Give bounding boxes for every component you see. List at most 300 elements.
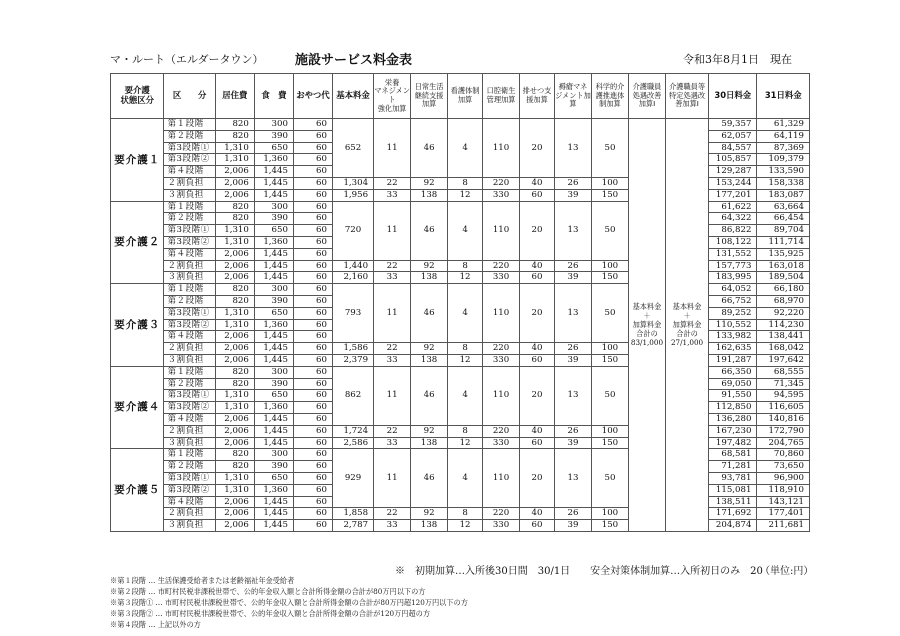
addon-science: 50 (591, 284, 628, 343)
fee-30-days: 131,552 (709, 248, 757, 260)
fee-30-days: 61,622 (709, 201, 757, 213)
fee-31-days: 143,121 (757, 496, 810, 508)
addon-pressure: 13 (554, 201, 591, 260)
unit-label: （単位:円） (760, 566, 814, 577)
addon-oral: 220 (483, 260, 520, 272)
facility-name: マ・ルート（エルダータウン） (110, 53, 264, 66)
fee-31-days: 87,369 (757, 142, 810, 154)
base-fee: 862 (332, 366, 373, 425)
addon-pressure: 39 (554, 437, 591, 449)
care-level: 要介護３ (111, 284, 164, 367)
residence-fee: 2,006 (215, 508, 254, 520)
residence-fee: 2,006 (215, 425, 254, 437)
residence-fee: 2,006 (215, 413, 254, 425)
addon-science: 100 (591, 343, 628, 355)
food-fee: 1,445 (254, 354, 293, 366)
segment-label: 第3段階② (164, 484, 215, 496)
segment-label: 第２段階 (164, 213, 215, 225)
fee-30-days: 162,635 (709, 343, 757, 355)
fee-30-days: 71,281 (709, 461, 757, 473)
snack-fee: 60 (293, 248, 332, 260)
food-fee: 1,360 (254, 402, 293, 414)
fee-31-days: 61,329 (757, 119, 810, 131)
addon-pressure: 13 (554, 366, 591, 425)
fee-30-days: 204,874 (709, 520, 757, 532)
snack-fee: 60 (293, 472, 332, 484)
segment-label: 第3段階① (164, 307, 215, 319)
segment-label: ３割負担 (164, 354, 215, 366)
addon-daily-life: 138 (411, 437, 448, 449)
addon-science: 100 (591, 177, 628, 189)
col-31days: 31日料金 (757, 74, 810, 119)
addon-pressure: 39 (554, 189, 591, 201)
addon-daily-life: 92 (411, 260, 448, 272)
fee-30-days: 62,057 (709, 130, 757, 142)
addon-pressure: 26 (554, 260, 591, 272)
legend-line: ※第２段階 … 市町村民税非課税世帯で、公的年金収入額と合計所得金額の合計が80万円以下の方 (110, 587, 426, 596)
addon-daily-life: 138 (411, 272, 448, 284)
fee-31-days: 135,925 (757, 248, 810, 260)
snack-fee: 60 (293, 366, 332, 378)
addon-oral: 220 (483, 343, 520, 355)
fee-30-days: 91,550 (709, 390, 757, 402)
base-fee: 2,787 (332, 520, 373, 532)
addon-excretion: 40 (520, 508, 555, 520)
addon-nutrition: 11 (374, 366, 411, 425)
addon-oral: 330 (483, 354, 520, 366)
snack-fee: 60 (293, 177, 332, 189)
fee-table (110, 73, 810, 532)
snack-fee: 60 (293, 425, 332, 437)
addon-nutrition: 33 (374, 189, 411, 201)
fee-31-days: 94,595 (757, 390, 810, 402)
addon-pressure: 26 (554, 343, 591, 355)
col-nutrition: 栄養 マネジメント 強化加算 (374, 74, 411, 119)
addon-oral: 110 (483, 119, 520, 178)
fee-30-days: 86,822 (709, 225, 757, 237)
segment-label: 第3段階② (164, 319, 215, 331)
snack-fee: 60 (293, 295, 332, 307)
food-fee: 1,445 (254, 248, 293, 260)
residence-fee: 1,310 (215, 390, 254, 402)
addon-pressure: 39 (554, 354, 591, 366)
col-care-staff2: 介護職員等 特定処遇改 善加算Ⅰ (665, 74, 708, 119)
segment-label: ２割負担 (164, 343, 215, 355)
segment-label: 第１段階 (164, 201, 215, 213)
addon-oral: 220 (483, 425, 520, 437)
snack-fee: 60 (293, 284, 332, 296)
fee-30-days: 136,280 (709, 413, 757, 425)
header-row (111, 74, 810, 119)
fee-30-days: 69,050 (709, 378, 757, 390)
addon-science: 150 (591, 437, 628, 449)
fee-30-days: 59,357 (709, 119, 757, 131)
fee-30-days: 68,581 (709, 449, 757, 461)
fee-30-days: 167,230 (709, 425, 757, 437)
fee-31-days: 63,664 (757, 201, 810, 213)
food-fee: 650 (254, 225, 293, 237)
fee-31-days: 204,765 (757, 437, 810, 449)
residence-fee: 820 (215, 295, 254, 307)
residence-fee: 2,006 (215, 166, 254, 178)
fee-31-days: 71,345 (757, 378, 810, 390)
snack-fee: 60 (293, 331, 332, 343)
addon-daily-life: 46 (411, 119, 448, 178)
col-residence: 居住費 (215, 74, 254, 119)
fee-31-days: 73,650 (757, 461, 810, 473)
fee-30-days: 64,052 (709, 284, 757, 296)
food-fee: 300 (254, 449, 293, 461)
fee-31-days: 168,042 (757, 343, 810, 355)
food-fee: 650 (254, 390, 293, 402)
food-fee: 300 (254, 201, 293, 213)
food-fee: 1,445 (254, 331, 293, 343)
col-category: 区 分 (164, 74, 215, 119)
care-level: 要介護４ (111, 366, 164, 449)
snack-fee: 60 (293, 272, 332, 284)
segment-label: 第3段階① (164, 472, 215, 484)
residence-fee: 2,006 (215, 272, 254, 284)
segment-label: 第１段階 (164, 366, 215, 378)
residence-fee: 2,006 (215, 177, 254, 189)
snack-fee: 60 (293, 508, 332, 520)
residence-fee: 820 (215, 378, 254, 390)
col-30days: 30日料金 (709, 74, 757, 119)
fee-30-days: 112,850 (709, 402, 757, 414)
care-level: 要介護２ (111, 201, 164, 284)
addon-nursing: 8 (448, 343, 483, 355)
col-science: 科学的介 護推進体 制加算 (591, 74, 628, 119)
food-fee: 650 (254, 472, 293, 484)
addon-pressure: 39 (554, 272, 591, 284)
segment-label: ２割負担 (164, 425, 215, 437)
fee-30-days: 108,122 (709, 236, 757, 248)
segment-label: 第４段階 (164, 248, 215, 260)
residence-fee: 1,310 (215, 484, 254, 496)
base-fee: 1,724 (332, 425, 373, 437)
residence-fee: 2,006 (215, 437, 254, 449)
fee-31-days: 163,018 (757, 260, 810, 272)
effective-date: 令和3年8月1日 現在 (683, 53, 792, 66)
snack-fee: 60 (293, 484, 332, 496)
fee-31-days: 66,180 (757, 284, 810, 296)
base-fee: 720 (332, 201, 373, 260)
addon-nursing: 4 (448, 119, 483, 178)
fee-30-days: 177,201 (709, 189, 757, 201)
addon-daily-life: 46 (411, 449, 448, 508)
snack-fee: 60 (293, 390, 332, 402)
residence-fee: 1,310 (215, 225, 254, 237)
addon-excretion: 20 (520, 201, 555, 260)
addon-excretion: 20 (520, 449, 555, 508)
residence-fee: 820 (215, 119, 254, 131)
snack-fee: 60 (293, 236, 332, 248)
addon-science: 150 (591, 189, 628, 201)
snack-fee: 60 (293, 166, 332, 178)
food-fee: 390 (254, 130, 293, 142)
snack-fee: 60 (293, 520, 332, 532)
fee-31-days: 68,970 (757, 295, 810, 307)
col-excretion: 排せつ支 援加算 (520, 74, 555, 119)
addon-oral: 330 (483, 437, 520, 449)
care-level: 要介護５ (111, 449, 164, 532)
addon-pressure: 13 (554, 119, 591, 178)
addon-nursing: 8 (448, 508, 483, 520)
residence-fee: 1,310 (215, 307, 254, 319)
residence-fee: 820 (215, 130, 254, 142)
legend-line: ※第４段階 … 上記以外の方 (110, 620, 201, 629)
segment-label: 第１段階 (164, 119, 215, 131)
fee-30-days: 105,857 (709, 154, 757, 166)
addon-oral: 110 (483, 449, 520, 508)
addon-oral: 110 (483, 366, 520, 425)
base-fee: 2,379 (332, 354, 373, 366)
addon-science: 150 (591, 520, 628, 532)
addon-oral: 330 (483, 272, 520, 284)
base-fee: 1,304 (332, 177, 373, 189)
fee-31-days: 177,401 (757, 508, 810, 520)
addon-nutrition: 22 (374, 260, 411, 272)
addon-excretion: 60 (520, 437, 555, 449)
food-fee: 1,445 (254, 508, 293, 520)
legend-line: ※第３段階② … 市町村民税非課税世帯で、公的年金収入額と合計所得金額の合計が120万円超の方 (110, 609, 431, 618)
fee-31-days: 64,119 (757, 130, 810, 142)
fee-30-days: 66,350 (709, 366, 757, 378)
fee-30-days: 171,692 (709, 508, 757, 520)
specific-care-staff-formula: 基本料金 ＋ 加算料金 合計の 27/1,000 (665, 119, 708, 532)
segment-label: 第２段階 (164, 130, 215, 142)
fee-31-days: 111,714 (757, 236, 810, 248)
addon-daily-life: 46 (411, 201, 448, 260)
addon-daily-life: 138 (411, 354, 448, 366)
addon-pressure: 13 (554, 284, 591, 343)
snack-fee: 60 (293, 378, 332, 390)
col-nursing: 看護体制 加算 (448, 74, 483, 119)
col-base: 基本料金 (332, 74, 373, 119)
care-level: 要介護１ (111, 119, 164, 202)
snack-fee: 60 (293, 319, 332, 331)
segment-label: ３割負担 (164, 520, 215, 532)
table-row (111, 119, 810, 131)
segment-label: 第２段階 (164, 461, 215, 473)
addon-science: 100 (591, 508, 628, 520)
residence-fee: 820 (215, 461, 254, 473)
addon-nutrition: 33 (374, 520, 411, 532)
addon-nursing: 12 (448, 437, 483, 449)
col-pressure: 褥瘡マネ ジメント加 算 (554, 74, 591, 119)
segment-label: 第２段階 (164, 378, 215, 390)
fee-30-days: 133,982 (709, 331, 757, 343)
segment-label: ２割負担 (164, 260, 215, 272)
snack-fee: 60 (293, 354, 332, 366)
fee-31-days: 114,230 (757, 319, 810, 331)
snack-fee: 60 (293, 225, 332, 237)
fee-30-days: 129,287 (709, 166, 757, 178)
footnote: ※ 初期加算…入所後30日間 30/1日 安全対策体制加算…入所初日のみ 20 (395, 566, 763, 577)
addon-pressure: 39 (554, 520, 591, 532)
food-fee: 1,445 (254, 520, 293, 532)
snack-fee: 60 (293, 189, 332, 201)
food-fee: 650 (254, 307, 293, 319)
care-staff-improvement-formula: 基本料金 ＋ 加算料金 合計の 83/1,000 (628, 119, 665, 532)
fee-31-days: 133,590 (757, 166, 810, 178)
residence-fee: 1,310 (215, 236, 254, 248)
fee-30-days: 153,244 (709, 177, 757, 189)
fee-30-days: 183,995 (709, 272, 757, 284)
food-fee: 1,360 (254, 484, 293, 496)
fee-30-days: 138,511 (709, 496, 757, 508)
fee-30-days: 89,252 (709, 307, 757, 319)
col-snack: おやつ代 (293, 74, 332, 119)
col-state: 要介護 状態区分 (111, 74, 164, 119)
segment-label: ３割負担 (164, 272, 215, 284)
addon-science: 50 (591, 449, 628, 508)
addon-nutrition: 11 (374, 449, 411, 508)
food-fee: 1,445 (254, 437, 293, 449)
addon-excretion: 40 (520, 177, 555, 189)
fee-31-days: 197,642 (757, 354, 810, 366)
base-fee: 929 (332, 449, 373, 508)
addon-daily-life: 92 (411, 425, 448, 437)
food-fee: 1,360 (254, 236, 293, 248)
addon-oral: 330 (483, 189, 520, 201)
residence-fee: 820 (215, 449, 254, 461)
addon-science: 100 (591, 260, 628, 272)
food-fee: 390 (254, 461, 293, 473)
food-fee: 650 (254, 142, 293, 154)
fee-30-days: 191,287 (709, 354, 757, 366)
base-fee: 2,160 (332, 272, 373, 284)
residence-fee: 2,006 (215, 189, 254, 201)
addon-excretion: 60 (520, 354, 555, 366)
residence-fee: 2,006 (215, 343, 254, 355)
snack-fee: 60 (293, 213, 332, 225)
snack-fee: 60 (293, 496, 332, 508)
segment-label: 第3段階① (164, 225, 215, 237)
addon-nutrition: 11 (374, 119, 411, 178)
col-food: 食 費 (254, 74, 293, 119)
residence-fee: 1,310 (215, 154, 254, 166)
addon-excretion: 40 (520, 260, 555, 272)
addon-science: 150 (591, 354, 628, 366)
fee-31-days: 96,900 (757, 472, 810, 484)
legend-line: ※第３段階① … 市町村民税非課税世帯で、公的年金収入額と合計所得金額の合計が80万円超120万円以下の方 (110, 598, 468, 607)
fee-30-days: 66,752 (709, 295, 757, 307)
fee-31-days: 118,910 (757, 484, 810, 496)
segment-label: 第3段階② (164, 402, 215, 414)
food-fee: 1,360 (254, 319, 293, 331)
residence-fee: 2,006 (215, 520, 254, 532)
food-fee: 390 (254, 295, 293, 307)
segment-label: 第４段階 (164, 496, 215, 508)
fee-31-days: 92,220 (757, 307, 810, 319)
addon-pressure: 26 (554, 425, 591, 437)
snack-fee: 60 (293, 402, 332, 414)
addon-excretion: 60 (520, 189, 555, 201)
addon-nursing: 8 (448, 260, 483, 272)
addon-daily-life: 46 (411, 366, 448, 425)
addon-nursing: 8 (448, 425, 483, 437)
legend-line: ※第１段階 … 生活保護受給者または老齢福祉年金受給者 (110, 576, 295, 585)
addon-nursing: 4 (448, 201, 483, 260)
base-fee: 1,858 (332, 508, 373, 520)
addon-daily-life: 46 (411, 284, 448, 343)
snack-fee: 60 (293, 343, 332, 355)
col-daily-life: 日常生活 継続支援 加算 (411, 74, 448, 119)
snack-fee: 60 (293, 413, 332, 425)
addon-oral: 110 (483, 284, 520, 343)
food-fee: 1,445 (254, 189, 293, 201)
snack-fee: 60 (293, 437, 332, 449)
addon-oral: 330 (483, 520, 520, 532)
fee-31-days: 138,441 (757, 331, 810, 343)
residence-fee: 820 (215, 201, 254, 213)
addon-nutrition: 11 (374, 201, 411, 260)
fee-31-days: 109,379 (757, 154, 810, 166)
fee-31-days: 68,555 (757, 366, 810, 378)
food-fee: 1,445 (254, 166, 293, 178)
residence-fee: 2,006 (215, 496, 254, 508)
addon-science: 50 (591, 366, 628, 425)
food-fee: 390 (254, 213, 293, 225)
fee-31-days: 189,504 (757, 272, 810, 284)
addon-nutrition: 11 (374, 284, 411, 343)
residence-fee: 1,310 (215, 472, 254, 484)
fee-30-days: 64,322 (709, 213, 757, 225)
addon-oral: 110 (483, 201, 520, 260)
addon-nursing: 12 (448, 354, 483, 366)
addon-excretion: 60 (520, 520, 555, 532)
food-fee: 1,445 (254, 413, 293, 425)
base-fee: 1,586 (332, 343, 373, 355)
residence-fee: 1,310 (215, 142, 254, 154)
segment-label: 第４段階 (164, 166, 215, 178)
fee-30-days: 197,482 (709, 437, 757, 449)
segment-label: ２割負担 (164, 177, 215, 189)
addon-nutrition: 33 (374, 354, 411, 366)
base-fee: 2,586 (332, 437, 373, 449)
addon-daily-life: 92 (411, 177, 448, 189)
segment-label: ２割負担 (164, 508, 215, 520)
food-fee: 1,445 (254, 343, 293, 355)
addon-daily-life: 92 (411, 343, 448, 355)
fee-31-days: 116,605 (757, 402, 810, 414)
snack-fee: 60 (293, 142, 332, 154)
segment-label: 第3段階② (164, 154, 215, 166)
addon-oral: 220 (483, 177, 520, 189)
addon-excretion: 40 (520, 425, 555, 437)
segment-label: 第3段階② (164, 236, 215, 248)
segment-label: 第２段階 (164, 295, 215, 307)
snack-fee: 60 (293, 119, 332, 131)
segment-label: 第3段階① (164, 142, 215, 154)
fee-31-days: 172,790 (757, 425, 810, 437)
addon-nutrition: 22 (374, 177, 411, 189)
residence-fee: 2,006 (215, 354, 254, 366)
addon-pressure: 26 (554, 177, 591, 189)
base-fee: 793 (332, 284, 373, 343)
fee-31-days: 158,338 (757, 177, 810, 189)
food-fee: 390 (254, 378, 293, 390)
addon-pressure: 13 (554, 449, 591, 508)
addon-daily-life: 138 (411, 520, 448, 532)
addon-nutrition: 33 (374, 437, 411, 449)
addon-pressure: 26 (554, 508, 591, 520)
snack-fee: 60 (293, 201, 332, 213)
residence-fee: 1,310 (215, 319, 254, 331)
addon-nursing: 12 (448, 189, 483, 201)
addon-daily-life: 138 (411, 189, 448, 201)
